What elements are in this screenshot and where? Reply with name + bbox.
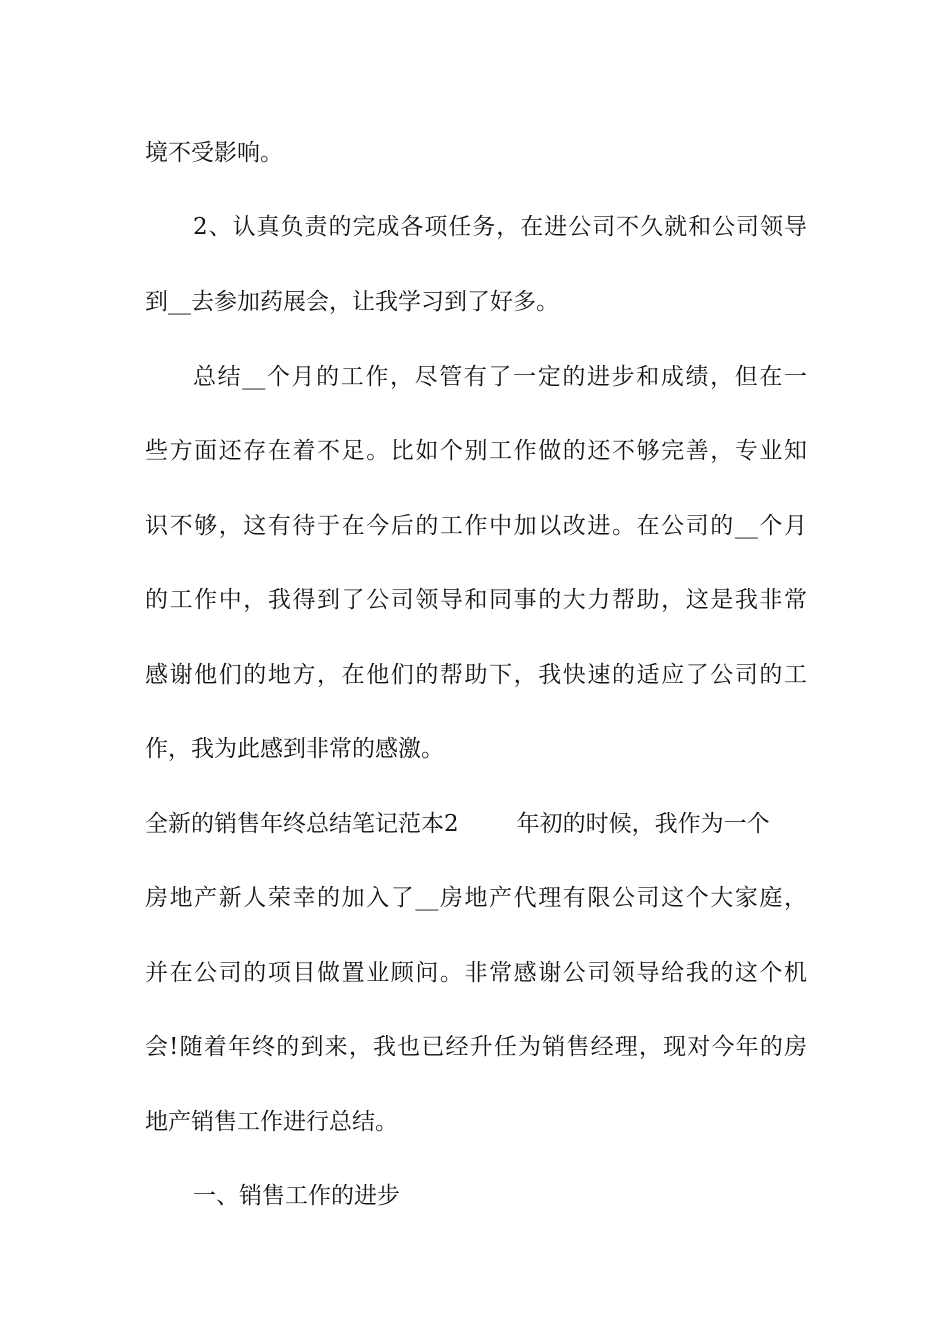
text-line: 2、认真负责的完成各项任务，在进公司不久就和公司领导 <box>193 214 807 240</box>
text-line: 的工作中，我得到了公司领导和同事的大力帮助，这是我非常 <box>145 587 807 613</box>
text-line: 地产销售工作进行总结。 <box>145 1109 398 1135</box>
text-line: 到__去参加药展会，让我学习到了好多。 <box>145 289 559 315</box>
text-line: 些方面还存在着不足。比如个别工作做的还不够完善，专业知 <box>145 438 807 464</box>
text-line: 房地产新人荣幸的加入了__房地产代理有限公司这个大家庭， <box>145 885 807 911</box>
text-line: 境不受影响。 <box>145 140 283 166</box>
text-line: 会!随着年终的到来，我也已经升任为销售经理，现对今年的房 <box>145 1034 807 1060</box>
section-title-line <box>145 809 807 839</box>
text-line: 并在公司的项目做置业顾问。非常感谢公司领导给我的这个机 <box>145 960 807 986</box>
section-heading: 一、销售工作的进步 <box>193 1183 400 1209</box>
text-line: 总结__个月的工作，尽管有了一定的进步和成绩，但在一 <box>193 364 807 390</box>
section-title: 全新的销售年终总结笔记范本2 <box>145 811 459 837</box>
text-line: 识不够，这有待于在今后的工作中加以改进。在公司的__个月 <box>145 513 807 539</box>
text-line: 作，我为此感到非常的感激。 <box>145 736 444 762</box>
text-line: 感谢他们的地方，在他们的帮助下，我快速的适应了公司的工 <box>145 662 807 688</box>
section-opening-text: 年初的时候，我作为一个 <box>516 811 770 837</box>
